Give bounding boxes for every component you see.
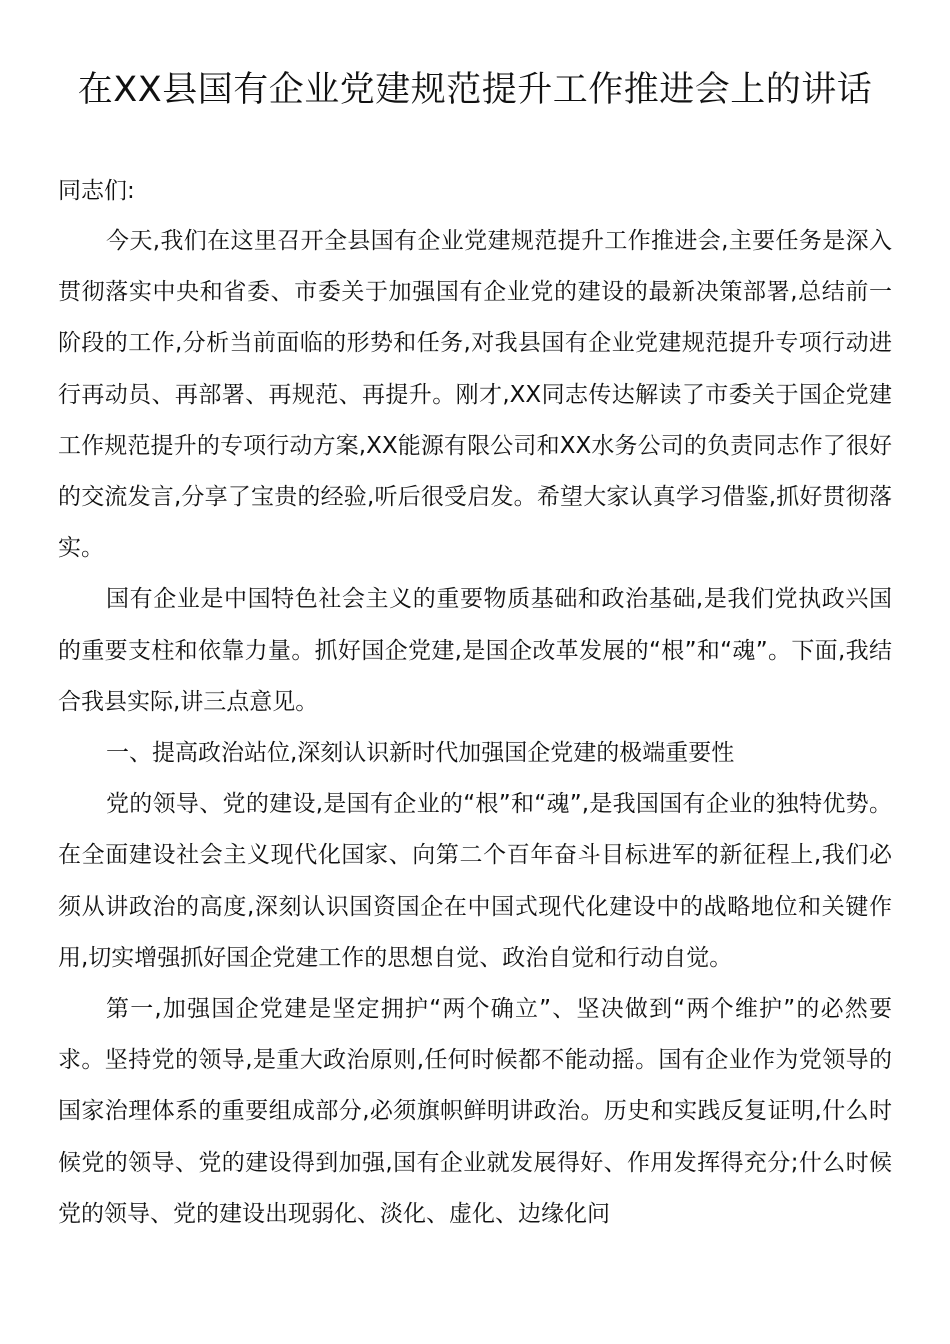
paragraph-intro: 国有企业是中国特色社会主义的重要物质基础和政治基础,是我们党执政兴国的重要支柱和依靠力量。抓好国企党建,是国企改革发展的“根”和“魂”。下面,我结合我县实际,讲三点意见。 (58, 586, 892, 715)
section-heading-1: 一、提高政治站位,深刻认识新时代加强国企党建的极端重要性 (106, 740, 735, 767)
page-title: 在XX县国有企业党建规范提升工作推进会上的讲话 (77, 70, 873, 110)
paragraph-section-1: 党的领导、党的建设,是国有企业的“根”和“魂”,是我国国有企业的独特优势。在全面建设社会主义现代化国家、向第二个百年奋斗目标进军的新征程上,我们必须从讲政治的高度,深刻认识国资国企在中国式现代化建设中的战略地位和关键作用,切实增强抓好国企党建工作的思想自觉、政治自觉和行动自觉。 (58, 791, 892, 971)
paragraph-point-1: 第一,加强国企党建是坚定拥护“两个确立”、坚决做到“两个维护”的必然要求。坚持党的领导,是重大政治原则,任何时候都不能动摇。国有企业作为党领导的国家治理体系的重要组成部分,必须旗帜鲜明讲政治。历史和实践反复证明,什么时候党的领导、党的建设得到加强,国有企业就发展得好、作用发挥得充分;什么时候党的领导、党的建设出现弱化、淡化、虚化、边缘化问 (58, 996, 892, 1227)
salutation: 同志们: (58, 178, 135, 204)
document-body (58, 166, 892, 1240)
paragraph-opening: 今天,我们在这里召开全县国有企业党建规范提升工作推进会,主要任务是深入贯彻落实中央和省委、市委关于加强国有企业党的建设的最新决策部署,总结前一阶段的工作,分析当前面临的形势和任务,对我县国有企业党建规范提升专项行动进行再动员、再部署、再规范、再提升。刚才,XX同志传达解读了市委关于国企党建工作规范提升的专项行动方案,XX能源有限公司和XX水务公司的负责同志作了很好的交流发言,分享了宝贵的经验,听后很受启发。希望大家认真学习借鉴,抓好贯彻落实。 (58, 228, 892, 562)
